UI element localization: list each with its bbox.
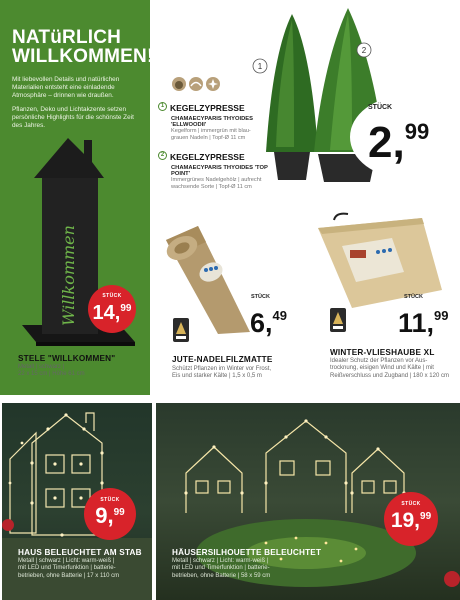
- stele-desc: [18, 364, 85, 379]
- stele-sign-text: Willkommen: [59, 225, 78, 326]
- silhouette-price-badge: [384, 492, 438, 546]
- item-latin-1: CHAMAECYPARIS THYOIDES: [171, 116, 254, 122]
- item-desc-2: wachsende Sorte | Topf-Ø 11 cm: [171, 184, 252, 190]
- stele-title: STELE "WILLKOMMEN": [18, 354, 116, 363]
- price-main: 9,: [95, 503, 114, 528]
- price-cents: 99: [120, 303, 132, 314]
- item-desc-1: Kegelform | immergrün mit blau-: [171, 128, 251, 134]
- price-main: 19,: [390, 509, 421, 532]
- stele-desc-1: Metall | schwarz |: [18, 364, 65, 370]
- vlies-desc-2: trocknung, eisigen Wind und Kälte | mit: [330, 365, 434, 372]
- price-label: STÜCK: [251, 294, 270, 300]
- intro-paragraph-2: Pflanzen, Deko und Lichtakzente setzen persönliche Highlights für die schönste Zeit des Jahres.: [12, 105, 134, 130]
- tree-label-2: 2: [361, 46, 367, 55]
- haus-desc-1: Metall | schwarz | Licht: warm-weiß |: [18, 558, 115, 564]
- stele-desc-2: 22 x 15 cm | Höhe 61 cm: [18, 371, 85, 378]
- care-icons: [172, 76, 232, 92]
- price-cents: 49: [272, 308, 287, 323]
- item-title: KEGELZYPRESSE: [170, 103, 245, 113]
- silhouette-desc: [172, 558, 270, 580]
- kegel-price: [350, 96, 460, 178]
- item-latin-2: 'ELLWOODII': [171, 122, 207, 128]
- haus-title: HAUS BELEUCHTET AM STAB: [18, 548, 142, 557]
- jute-desc-2: Eis und starker Kälte | 1,5 x 0,5 m: [172, 373, 262, 380]
- haus-price-badge: [84, 488, 136, 540]
- vlies-image: [312, 210, 446, 310]
- stele-price-badge: [88, 285, 136, 333]
- silhouette-title: HÄUSERSILHOUETTE BELEUCHTET: [172, 548, 322, 557]
- price-cents: 99: [434, 308, 449, 323]
- vlies-brand-logo: [330, 308, 346, 332]
- price-main: 6,: [250, 308, 273, 338]
- price-label: STÜCK: [102, 293, 122, 299]
- silhouette-desc-2: mit LED und Timerfunktion | batterie-: [172, 565, 270, 572]
- intro-headline: [12, 27, 154, 67]
- haus-desc: [18, 558, 119, 580]
- jute-brand-logo: [173, 318, 189, 342]
- price-main: 2,: [368, 118, 405, 167]
- haus-desc-3: betrieben, ohne Batterie | 17 x 110 cm: [18, 572, 120, 579]
- price-cents: 99: [404, 119, 430, 144]
- item-number: 1: [158, 102, 167, 111]
- item-number: 2: [158, 151, 167, 160]
- silhouette-desc-1: Metall | schwarz | Licht: warm-weiß |: [172, 558, 269, 564]
- jute-title: JUTE-NADELFILZMATTE: [172, 355, 273, 364]
- price-label: STÜCK: [404, 294, 423, 300]
- price-main: 14,: [92, 302, 121, 324]
- price-label: STÜCK: [368, 104, 393, 111]
- headline-line-2: WILLKOMMEN!: [12, 46, 154, 67]
- headline-line-1: NATüRLICH: [12, 27, 122, 48]
- price-cents: 99: [420, 511, 432, 522]
- intro-paragraph-1: Mit liebevollen Details und natürlichen Materialien entsteht eine einladende Atmosphäre – drinnen wie draußen.: [12, 76, 120, 100]
- vlies-desc-1: Idealer Schutz der Pflanzen vor Aus-: [330, 358, 428, 364]
- price-cents: 99: [113, 507, 125, 518]
- vlies-desc-3: Reißverschluss und Zugband | 180 x 120 cm: [330, 372, 449, 379]
- price-label: STÜCK: [401, 501, 421, 507]
- item-latin-1: CHAMAECYPARIS THYOIDES 'TOP POINT': [171, 165, 268, 177]
- tree-label-1: 1: [257, 62, 263, 71]
- haus-desc-2: mit LED und Timerfunktion | batterie-: [18, 565, 116, 572]
- price-label: STÜCK: [100, 497, 120, 503]
- item-desc-1: Immergrünes Nadelgehölz | aufrecht: [171, 177, 262, 183]
- item-desc-2: grauen Nadeln | Topf-Ø 11 cm: [171, 135, 246, 141]
- item-title: KEGELZYPRESSE: [170, 152, 245, 162]
- vlies-desc: [330, 358, 449, 380]
- jute-desc: [172, 366, 271, 381]
- jute-desc-1: Schützt Pflanzen im Winter vor Frost,: [172, 366, 272, 372]
- vlies-title: WINTER-VLIESHAUBE XL: [330, 348, 435, 357]
- silhouette-desc-3: betrieben, ohne Batterie | 58 x 59 cm: [172, 572, 271, 579]
- price-main: 11,: [398, 308, 435, 338]
